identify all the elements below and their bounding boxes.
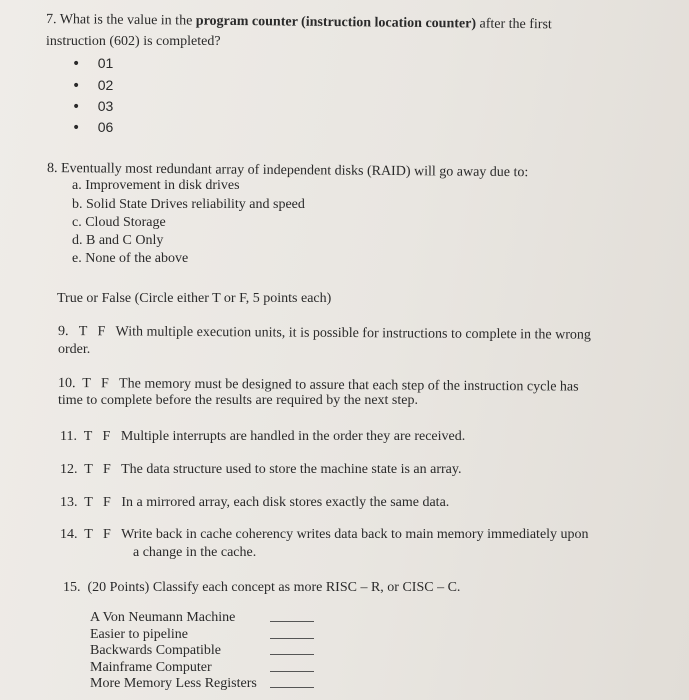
q15-item: Mainframe Computer	[90, 660, 212, 675]
tf-section-header: True or False (Circle either T or F, 5 points each)	[57, 291, 332, 306]
q8-option-c[interactable]: c. Cloud Storage	[72, 215, 166, 230]
bullet-icon: •	[72, 99, 81, 115]
q7-option[interactable]: • 02	[72, 77, 114, 94]
answer-blank[interactable]	[270, 621, 314, 622]
tf-question-9[interactable]: 9. T F With multiple execution units, it is possible for instructions to complete in the wrong	[57, 324, 591, 343]
q7-text-before: What is the value in the	[59, 12, 196, 29]
answer-blank[interactable]	[270, 638, 314, 639]
q7-line1	[46, 11, 552, 34]
tf-question-12[interactable]: 12. T F The data structure used to store the machine state is an array.	[60, 462, 462, 477]
tf-question-14[interactable]: 14. T F Write back in cache coherency writes data back to main memory immediately upon	[60, 527, 589, 542]
answer-blank[interactable]	[270, 671, 314, 672]
q8-question: 8. Eventually most redundant array of independent disks (RAID) will go away due to:	[46, 161, 529, 181]
tf-question-10[interactable]: 10. T F The memory must be designed to assure that each step of the instruction cycle has	[57, 376, 579, 395]
q8-option-a[interactable]: a. Improvement in disk drives	[72, 178, 240, 193]
bullet-icon: •	[72, 56, 81, 72]
q8-option-d[interactable]: d. B and C Only	[72, 233, 164, 248]
tf-question-14-cont: a change in the cache.	[133, 545, 257, 560]
q15-item: Easier to pipeline	[90, 627, 188, 642]
q7-option[interactable]: • 06	[72, 119, 114, 136]
q7-option[interactable]: • 03	[72, 98, 114, 115]
q8-option-e[interactable]: e. None of the above	[72, 251, 189, 266]
q8-option-b[interactable]: b. Solid State Drives reliability and speed	[72, 197, 305, 212]
q15-item: Backwards Compatible	[90, 643, 222, 658]
tf-question-13[interactable]: 13. T F In a mirrored array, each disk stores exactly the same data.	[60, 495, 450, 510]
q15-item: More Memory Less Registers	[90, 676, 257, 691]
q15-title: 15. (20 Points) Classify each concept as more RISC – R, or CISC – C.	[63, 580, 461, 595]
q7-text-bold: program counter (instruction location counter)	[195, 13, 477, 32]
q7-line2: instruction (602) is completed?	[46, 34, 221, 49]
q7-number: 7.	[45, 12, 57, 28]
q15-item: A Von Neumann Machine	[90, 610, 236, 625]
tf-question-10-cont: time to complete before the results are required by the next step.	[58, 393, 418, 408]
q7-text-after: after the first	[475, 16, 552, 33]
tf-question-9-cont: order.	[58, 342, 91, 357]
bullet-icon: •	[72, 78, 81, 94]
tf-question-11[interactable]: 11. T F Multiple interrupts are handled in the order they are received.	[60, 429, 466, 444]
q7-option[interactable]: • 01	[72, 55, 114, 72]
answer-blank[interactable]	[270, 654, 314, 655]
answer-blank[interactable]	[270, 687, 314, 688]
bullet-icon: •	[72, 120, 81, 136]
